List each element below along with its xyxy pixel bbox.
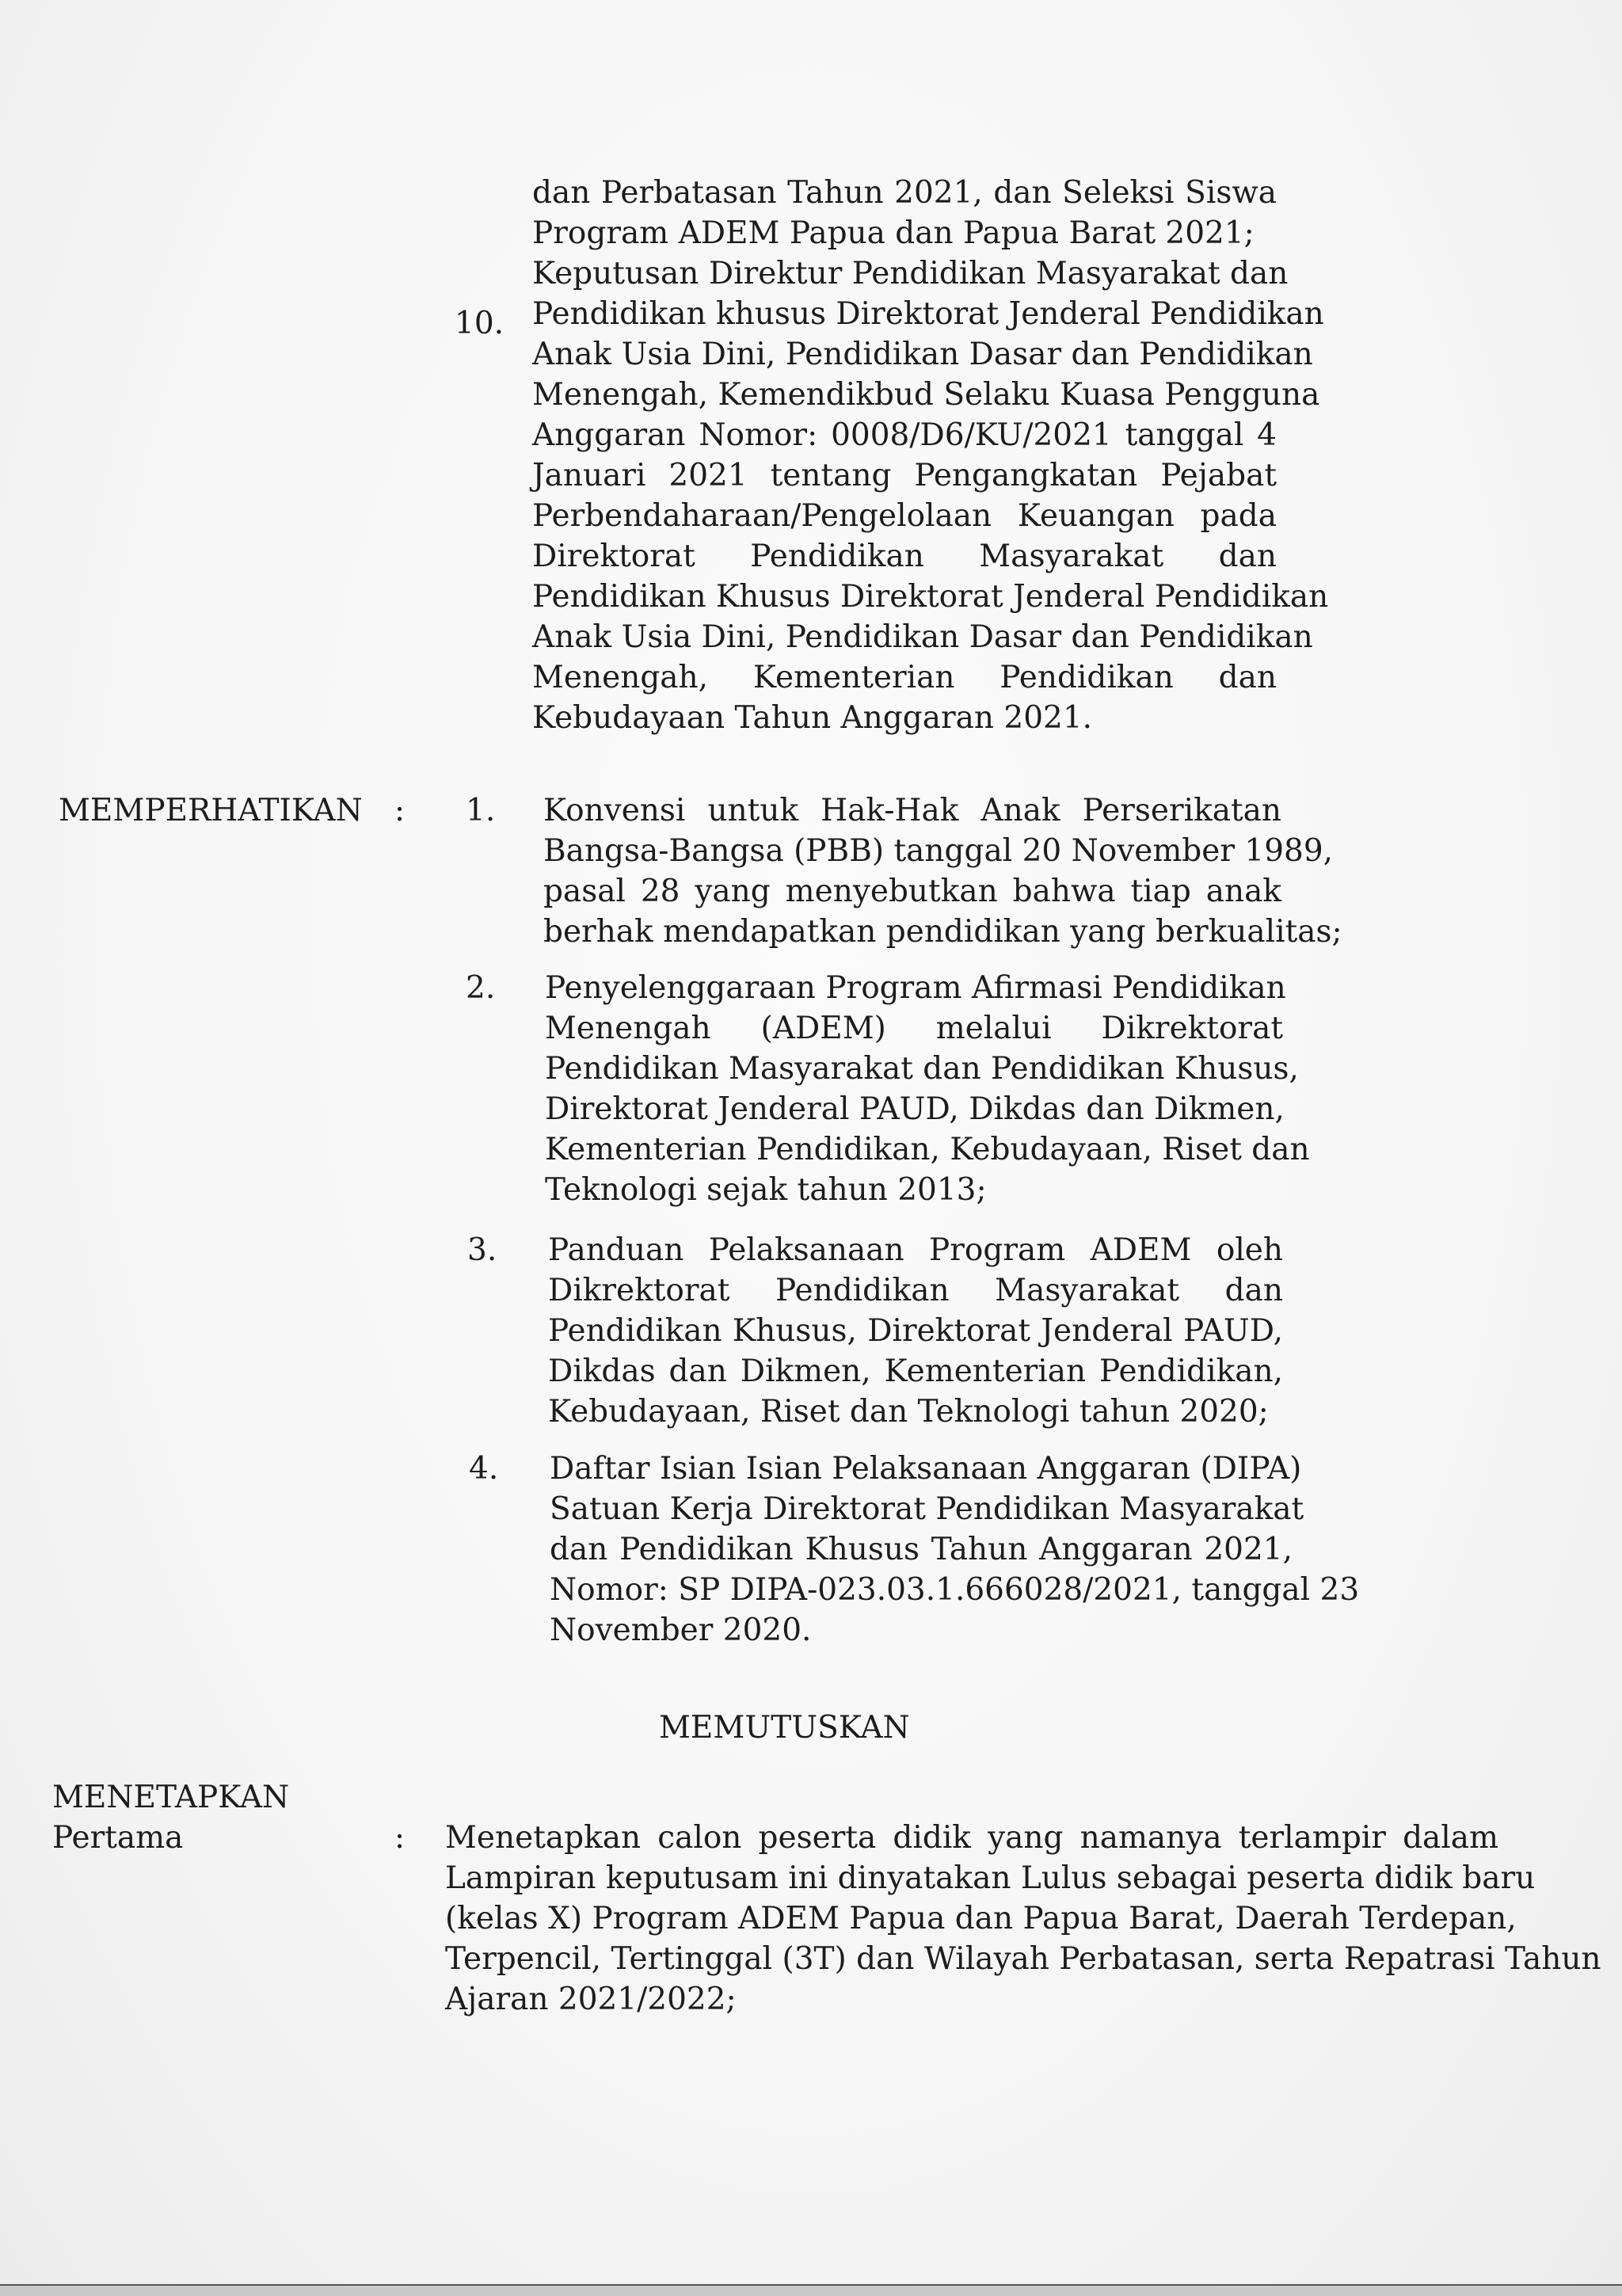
text-line: Program ADEM Papua dan Papua Barat 2021; [532,215,1255,251]
text-line: Daftar Isian Isian Pelaksanaan Anggaran (DIPA) [550,1451,1302,1487]
text-line: Menengah, Kemendikbud Selaku Kuasa Pengguna [532,377,1320,413]
text-line: Lampiran keputusam ini dinyatakan Lulus sebagai peserta didik baru [445,1860,1536,1896]
text-line: Menengah (ADEM) melalui Dikrektorat [545,1011,1283,1046]
text-line: Konvensi untuk Hak-Hak Anak Perserikatan [543,793,1281,828]
text-line: berhak mendapatkan pendidikan yang berkualitas; [543,914,1342,950]
text-line: Anak Usia Dini, Pendidikan Dasar dan Pendidikan [532,337,1313,372]
text-line: Dikdas dan Dikmen, Kementerian Pendidikan, [548,1354,1283,1389]
pertama-colon: : [394,1820,406,1856]
memperhatikan-item-3-text [548,1230,1283,1432]
memperhatikan-colon: : [394,793,406,828]
text-line: Pendidikan Khusus, Direktorat Jenderal PAUD, [548,1313,1283,1349]
memperhatikan-item-2-number: 2. [466,970,496,1006]
text-line: pasal 28 yang menyebutkan bahwa tiap anak [543,874,1281,909]
text-line: Pendidikan Masyarakat dan Pendidikan Khusus, [545,1051,1299,1087]
pertama-label: Pertama [52,1820,184,1856]
text-line: Menetapkan calon peserta didik yang namanya terlampir dalam [445,1820,1498,1856]
text-line: Satuan Kerja Direktorat Pendidikan Masyarakat [550,1491,1304,1527]
memperhatikan-label: MEMPERHATIKAN [59,793,363,828]
text-line: Direktorat Jenderal PAUD, Dikdas dan Dikmen, [545,1091,1285,1127]
text-line: Bangsa-Bangsa (PBB) tanggal 20 November 1989, [543,833,1334,869]
text-line: (kelas X) Program ADEM Papua dan Papua Barat, Daerah Terdepan, [445,1901,1517,1936]
text-line: Kementerian Pendidikan, Kebudayaan, Riset dan [545,1132,1310,1167]
text-line: Kebudayaan, Riset dan Teknologi tahun 2020; [548,1394,1269,1430]
text-line: dan Pendidikan Khusus Tahun Anggaran 2021, [550,1532,1293,1567]
text-line: Menengah, Kementerian Pendidikan dan [532,660,1277,695]
memperhatikan-item-2-text [545,968,1310,1210]
text-line: Panduan Pelaksanaan Program ADEM oleh [548,1232,1283,1268]
text-line: Ajaran 2021/2022; [445,1982,737,2017]
text-line: Anggaran Nomor: 0008/D6/KU/2021 tanggal 4 [532,417,1277,453]
text-line: Nomor: SP DIPA-023.03.1.666028/2021, tanggal 23 [550,1572,1360,1608]
text-line: Dikrektorat Pendidikan Masyarakat dan [548,1273,1283,1308]
text-line: Keputusan Direktur Pendidikan Masyarakat dan [532,256,1289,291]
item-10-number: 10. [455,306,504,341]
memperhatikan-item-4-text [550,1449,1360,1651]
text-line: Perbendaharaan/Pengelolaan Keuangan pada [532,498,1277,534]
text-line: Direktorat Pendidikan Masyarakat dan [532,539,1277,574]
memperhatikan-item-1-number: 1. [466,793,496,828]
memperhatikan-item-3-number: 3. [467,1232,497,1268]
text-line: Pendidikan khusus Direktorat Jenderal Pendidikan [532,296,1324,332]
text-line: November 2020. [550,1613,812,1648]
menetapkan-label: MENETAPKAN [52,1780,290,1815]
text-line: Terpencil, Tertinggal (3T) dan Wilayah Perbatasan, serta Repatrasi Tahun [445,1941,1601,1977]
memutuskan-heading: MEMUTUSKAN [659,1710,910,1746]
text-line: Kebudayaan Tahun Anggaran 2021. [532,700,1093,736]
memperhatikan-item-1-text [543,790,1342,952]
pertama-text [445,1818,1601,2020]
text-line: Januari 2021 tentang Pengangkatan Pejabat [532,458,1277,493]
text-line: dan Perbatasan Tahun 2021, dan Seleksi Siswa [532,175,1277,211]
text-line: Anak Usia Dini, Pendidikan Dasar dan Pendidikan [532,619,1313,655]
memperhatikan-item-4-number: 4. [469,1451,499,1487]
text-line: Teknologi sejak tahun 2013; [545,1172,987,1208]
text-line: Penyelenggaraan Program Afirmasi Pendidikan [545,970,1286,1006]
item-10-text [532,173,1329,738]
text-line: Pendidikan Khusus Direktorat Jenderal Pendidikan [532,579,1329,615]
